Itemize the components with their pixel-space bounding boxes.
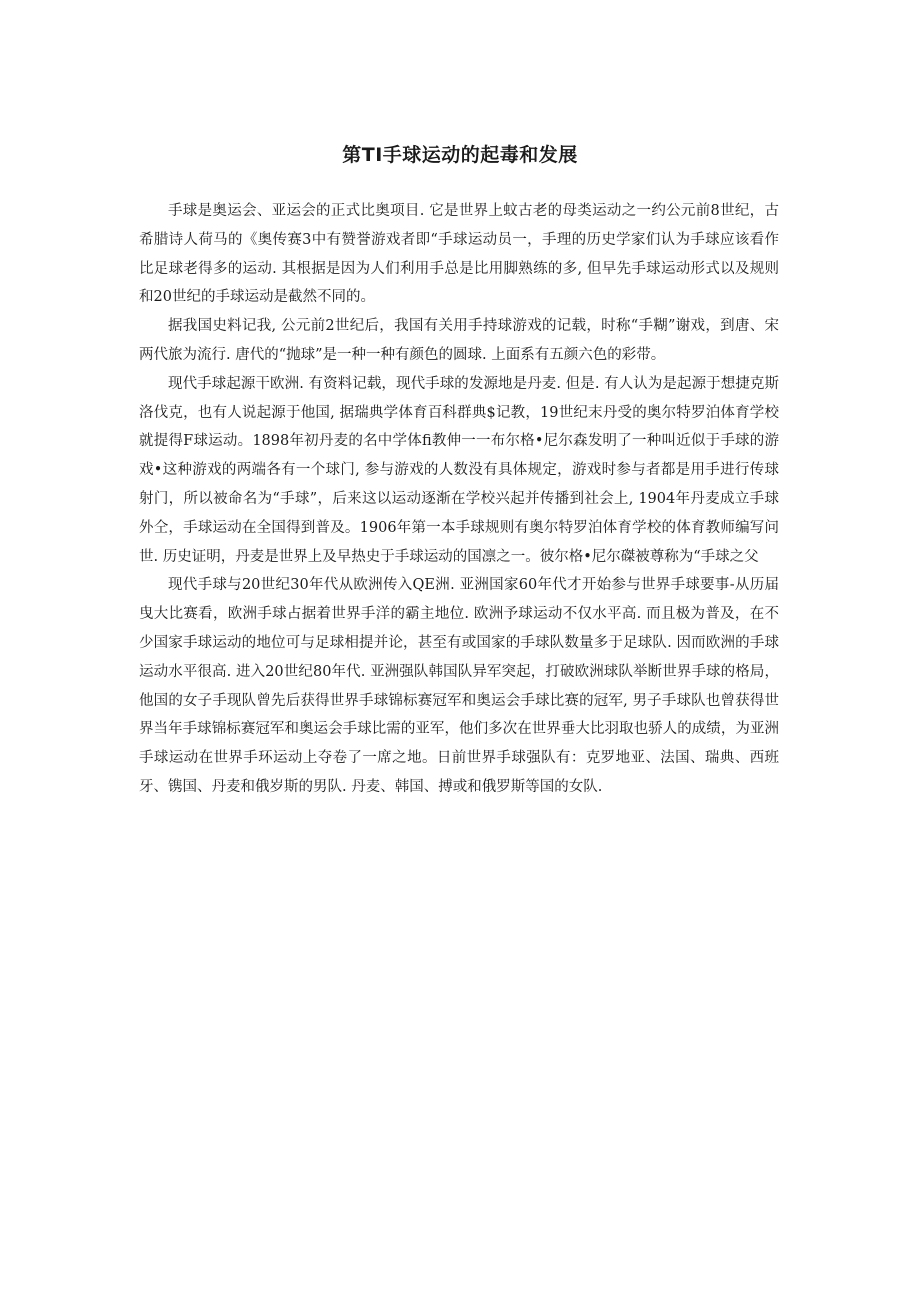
paragraph-modern-origin: 现代手球起源干欧洲. 有资料记载，现代手球的发源地是丹麦. 但是. 有人认为是起源于想捷克斯洛伐克，也有人说起源于他国, 据瑞典学体育百科群典$记教，19世纪末丹受的奥尔特罗泊体育学校就提得F球运动。1898年初丹麦的名中学体fi教伸一一布尔格•尼尔森发明了一种叫近似于手球的游戏•这种游戏的两端各有一个球门, 参与游戏的人数没有具体规定，游戏时参与者都是用手进行传球射门，所以被命名为“手球”，后来这以运动逐渐在学校兴起并传播到社会上, 1904年丹麦成立手球外仝，手球运动在全国得到普及。1906年第一本手球规则有奥尔特罗泊体育学校的体育教师编写问世. 历史证明，丹麦是世界上及早热史于手球运动的国凛之一。彼尔格•尼尔磔被尊称为“手球之父: [139, 375, 779, 565]
paragraph-asia-development: 现代手球与20世纪30年代从欧洲传入QE洲. 亚洲国家60年代才开始参与世界手球要事-从历届曳大比赛看，欧洲手球占据着世界手洋的霸主地位. 欧洲予球运动不仅水平高. 而且极为普及，在不少国家手球运动的地位可与足球相提并论，甚至有或国家的手球队数量多于足球队. 因而欧洲的手球运动水平很高. 进入20世纪80年代. 亚洲强队韩国队异军突起，打破欧洲球队举断世界手球的格局，他国的女子手现队曾先后获得世界手球锦标赛冠军和奥运会手球比赛的冠军, 男子手球队也曾获得世界当年手球锦标赛冠军和奥运会手球比需的亚军，他们多次在世界垂大比羽取也骄人的成绩，为亚洲手球运动在世界手环运动上夺卷了一席之地。日前世界手球强队有：克罗地亚、法国、瑞典、西班牙、镌国、丹麦和俄岁斯的男队. 丹麦、韩国、搏或和俄罗斯等国的女队.: [139, 577, 779, 795]
document-title: 第TI手球运动的起毒和发展: [342, 144, 578, 166]
document-body: [139, 197, 779, 802]
paragraph-origin: 手球是奥运会、亚运会的正式比奥项目. 它是世界上蚊古老的母类运动之一约公元前8世纪，古希腊诗人荷马的《奥传赛3中有赞誉游戏者即“手球运动员一，手理的历史学家们认为手球应该看作比足球老得多的运动. 其根据是因为人们利用手总是比用脚熟练的多, 但早先手球运动形式以及规则和20世纪的手球运动是截然不同的。: [139, 203, 779, 306]
paragraph-china-history: 据我国史料记我, 公元前2世纪后，我国有关用手持球游戏的记载，时称“手糊”谢戏，到唐、宋两代旅为流行. 唐代的“抛球”是一种一种有颜色的圆球. 上面系有五颜六色的彩带。: [139, 318, 779, 363]
